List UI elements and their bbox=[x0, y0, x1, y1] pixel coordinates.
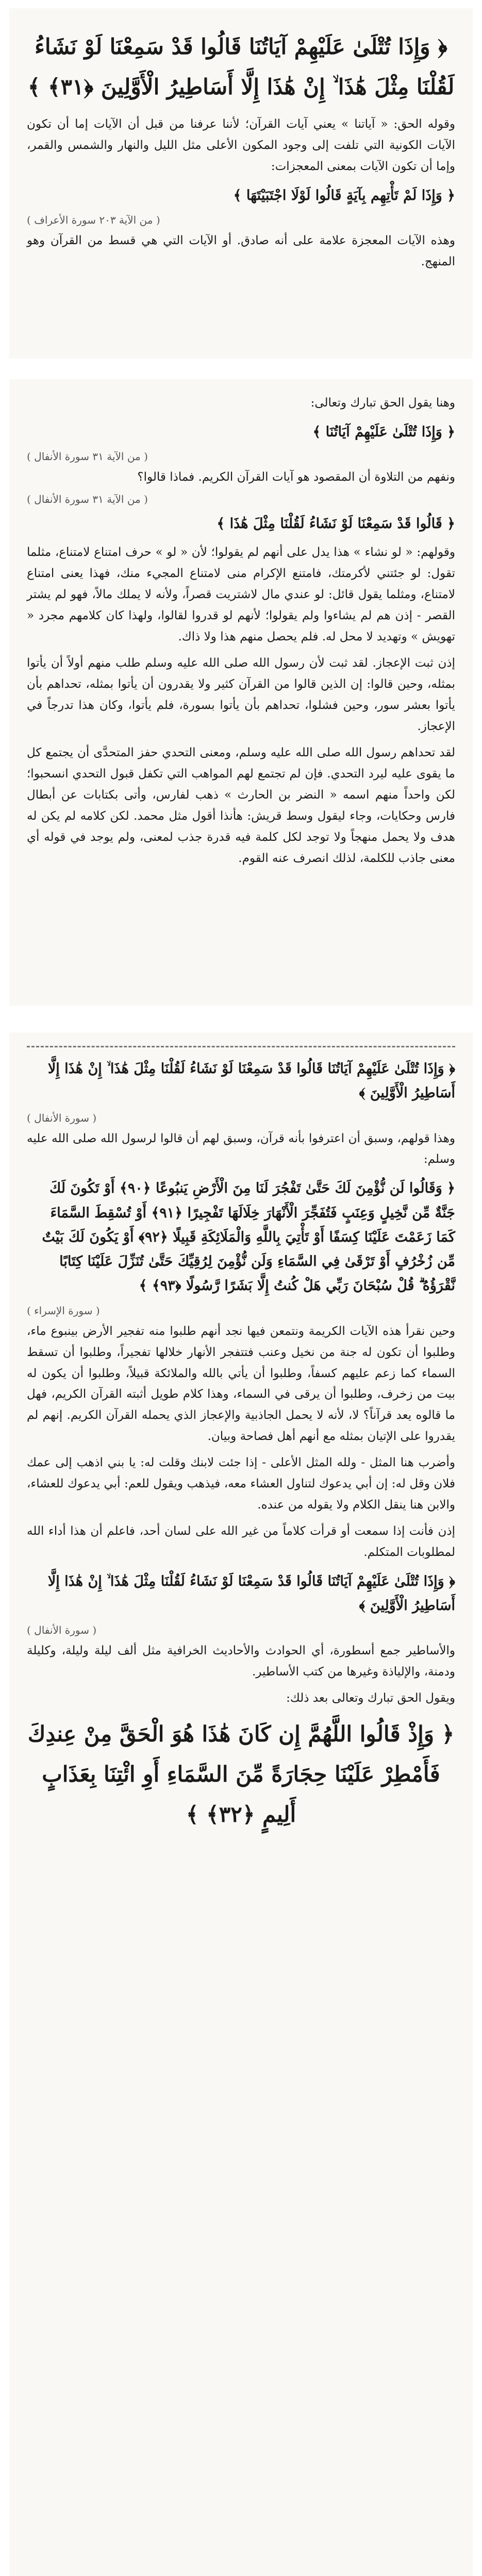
verse-reference: ( سورة الإسراء ) bbox=[27, 1304, 100, 1317]
paragraph: ونفهم من التلاوة أن المقصود هو آيات القرآن الكريم. فماذا قالوا؟ bbox=[137, 470, 455, 484]
paragraph: إذن ثبت الإعجاز. لقد ثبت لأن رسول الله صلى الله عليه وسلم طلب منهم أولاً أن يأتوا بمثله، وحين قالوا: إن الذين قالوا من القرآن كثير ولا يقدرون أن يأتوا بمثله، تحداهم بأن يأتوا بعشر سور، وحين فشلوا، تحداهم بأن يأتوا بسورة، فلم يأتوا، وكان هذا تدرجاً في الإعجاز. bbox=[27, 656, 455, 733]
verse-reference: ( من الآية ٣١ سورة الأنفال ) bbox=[27, 493, 148, 506]
paragraph: وأضرب هنا المثل - ولله المثل الأعلى - إذا جئت لابنك وقلت له: يا بني اذهب إلى عمك فلان وقل له: إن أبي يدعوك لتناول العشاء معه، فيذهب ويقول للعم: أبي يدعوك للعشاء، والابن هنا ينقل الكلام ولا يقوله من عنده. bbox=[27, 1456, 455, 1512]
quran-verse: ﴿ وَإِذَا تُتْلَىٰ عَلَيْهِمْ آيَاتُنَا قَالُوا قَدْ سَمِعْنَا لَوْ نَشَاءُ لَقُلْنَا مِثْلَ هَٰذَا ۙ إِنْ هَٰذَا إِلَّا أَسَاطِيرُ الْأَوَّلِينَ ﴿٣١﴾ ﴾ bbox=[27, 34, 455, 99]
section-2 bbox=[9, 379, 473, 1006]
quran-verse: ﴿ وَإِذَا تُتْلَىٰ عَلَيْهِمْ آيَاتُنَا ﴾ bbox=[312, 423, 455, 440]
paragraph: والأساطير جمع أسطورة، أي الحوادث والأحاديث الخرافية مثل ألف ليلة وليلة، وكليلة ودمنة، والإلياذة وغيرها من كتب الأساطير. bbox=[27, 1644, 455, 1679]
quran-verse: ﴿ وَإِذَا تُتْلَىٰ عَلَيْهِمْ آيَاتُنَا قَالُوا قَدْ سَمِعْنَا لَوْ نَشَاءُ لَقُلْنَا مِثْلَ هَٰذَا ۙ إِنْ هَٰذَا إِلَّا أَسَاطِيرُ الْأَوَّلِينَ ﴾ bbox=[47, 1573, 455, 1614]
quran-verse: ﴿ وَإِذَا تُتْلَىٰ عَلَيْهِمْ آيَاتُنَا قَالُوا قَدْ سَمِعْنَا لَوْ نَشَاءُ لَقُلْنَا مِثْلَ هَٰذَا ۙ إِنْ هَٰذَا إِلَّا أَسَاطِيرُ الْأَوَّلِينَ ﴾ bbox=[47, 1061, 455, 1101]
paragraph: وهذه الآيات المعجزة علامة على أنه صادق. أو الآيات التي هي قسط من القرآن وهو المنهج. bbox=[27, 234, 455, 269]
paragraph: إذن فأنت إذا سمعت أو قرأت كلاماً من غير الله على لسان أحد، فاعلم أن هذا أداء الله لمطلوبات المتكلم. bbox=[27, 1524, 455, 1559]
section-3 bbox=[9, 1032, 473, 2576]
paragraph: لقد تحداهم رسول الله صلى الله عليه وسلم، ومعنى التحدي حفز المتحدَّى أن يجتمع كل ما يقوى عليه ليرد التحدي. فإن لم تجتمع لهم المواهب التي تكفل قبول التحدي انسحبوا؛ لكن واحداً منهم اسمه « النضر بن الحارث » ذهب لفارس، وأتى بكتابات عن أبطال فارس وحكايات، وجاء ليقول وسط قريش: هأنذا أقول مثل محمد. لكن كلامه لم يكن له هدف ولا يحمل منهجاً ولا توجد لكل كلمة فيه قدرة جذب لمعنى، ولم يوجد في قوله أي معنى جاذب للكلمة، لذلك انصرف عنه القوم. bbox=[27, 745, 455, 865]
verse-reference: ( سورة الأنفال ) bbox=[27, 1624, 97, 1637]
paragraph: وحين نقرأ هذه الآيات الكريمة ونتمعن فيها نجد أنهم طلبوا منه تفجير الأرض بينبوع ماء، وطلبوا أن تكون له جنة من نخيل وعنب فتتفجر الأنهار خلالها تفجيراً، وطلبوا أن تسقط السماء كما زعم عليهم كسفاً، وطلبوا أن يأتي بالله والملائكة قبيلاً، وطلبوا أن يكون له بيت من زخرف، وطلبوا أن يرقى في السماء، وهذا كلام طويل أثبته القرآن الكريم، فهل ما قالوه يعد قرآناً؟ لا، لأنه لا يحمل الجاذبية والإعجاز الذي يحمله القرآن الكريم. إنهم لم يقدروا على الإتيان بمثله مع أنهم أهل فصاحة وبيان. bbox=[27, 1324, 455, 1444]
paragraph: ويقول الحق تبارك وتعالى بعد ذلك: bbox=[286, 1691, 455, 1705]
paragraph: وهذا قولهم، وسبق أن اعترفوا بأنه قرآن، وسبق لهم أن قالوا لرسول الله صلى الله عليه وسلم: bbox=[27, 1131, 455, 1166]
quran-verse: ﴿ قَالُوا قَدْ سَمِعْنَا لَوْ نَشَاءُ لَقُلْنَا مِثْلَ هَٰذَا ﴾ bbox=[217, 516, 455, 532]
divider bbox=[27, 1046, 455, 1047]
quran-verse: ﴿ وَإِذْ قَالُوا اللَّهُمَّ إِن كَانَ هَٰذَا هُوَ الْحَقَّ مِنْ عِندِكَ فَأَمْطِرْ عَلَيْنَا حِجَارَةً مِّنَ السَّمَاءِ أَوِ ائْتِنَا بِعَذَابٍ أَلِيمٍ ﴿٣٢﴾ ﴾ bbox=[27, 1721, 455, 1827]
verse-reference: ( من الآية ٣١ سورة الأنفال ) bbox=[27, 450, 148, 463]
paragraph: وقولهم: « لو نشاء » هذا يدل على أنهم لم يقولوا؛ لأن « لو » حرف امتناع لامتناع، مثلما تقول: لو جئتني لأكرمتك، فامتنع الإكرام منى لامتناع المجيء منك، فهذا يعنى امتناع لامتناع، ومثلما يقول قائل: لو عندي مال لاشتريت قصراً، ولأنه لا يملك مالاً، فهو لم يشتر القصر - إذن هم لم يشاءوا ولم يقولوا؛ لأنهم لو قدروا لقالوا، ولهذا كان كلامهم مجرد « تهويش » وتهديد لا محل له. فلم يحصل منهم هذا ولا ذاك. bbox=[27, 546, 455, 644]
quran-verse: ﴿ وَقَالُوا لَن نُّؤْمِنَ لَكَ حَتَّىٰ تَفْجُرَ لَنَا مِنَ الْأَرْضِ يَنبُوعًا ﴿٩٠﴾ أَوْ تَكُونَ لَكَ جَنَّةٌ مِّن نَّخِيلٍ وَعِنَبٍ فَتُفَجِّرَ الْأَنْهَارَ خِلَالَهَا تَفْجِيرًا ﴿٩١﴾ أَوْ تُسْقِطَ السَّمَاءَ كَمَا زَعَمْتَ عَلَيْنَا كِسَفًا أَوْ تَأْتِيَ بِاللَّهِ وَالْمَلَائِكَةِ قَبِيلًا ﴿٩٢﴾ أَوْ يَكُونَ لَكَ بَيْتٌ مِّن زُخْرُفٍ أَوْ تَرْقَىٰ فِي السَّمَاءِ وَلَن نُّؤْمِنَ لِرُقِيِّكَ حَتَّىٰ تُنَزِّلَ عَلَيْنَا كِتَابًا نَّقْرَؤُهُ ۗ قُلْ سُبْحَانَ رَبِّي هَلْ كُنتُ إِلَّا بَشَرًا رَّسُولًا ﴿٩٣﴾ ﴾ bbox=[42, 1180, 455, 1294]
paragraph: وقوله الحق: « آياتنا » يعني آيات القرآن؛ لأننا عرفنا من قبل أن الآيات إما أن تكون الآيات الكونية التي تلفت إلى وجود المكون الأعلى مثل الليل والنهار والشمس والقمر، وإما أن تكون الآيات بمعنى المعجزات: bbox=[27, 117, 455, 174]
quran-verse: ﴿ وَإِذَا لَمْ تَأْتِهِم بِآيَةٍ قَالُوا لَوْلَا اجْتَبَيْتَهَا ﴾ bbox=[233, 188, 455, 204]
paragraph: وهنا يقول الحق تبارك وتعالى: bbox=[310, 396, 455, 410]
verse-reference: ( من الآية ٢٠٣ سورة الأعراف ) bbox=[27, 214, 160, 227]
verse-reference: ( سورة الأنفال ) bbox=[27, 1111, 97, 1124]
section-1 bbox=[9, 8, 473, 359]
